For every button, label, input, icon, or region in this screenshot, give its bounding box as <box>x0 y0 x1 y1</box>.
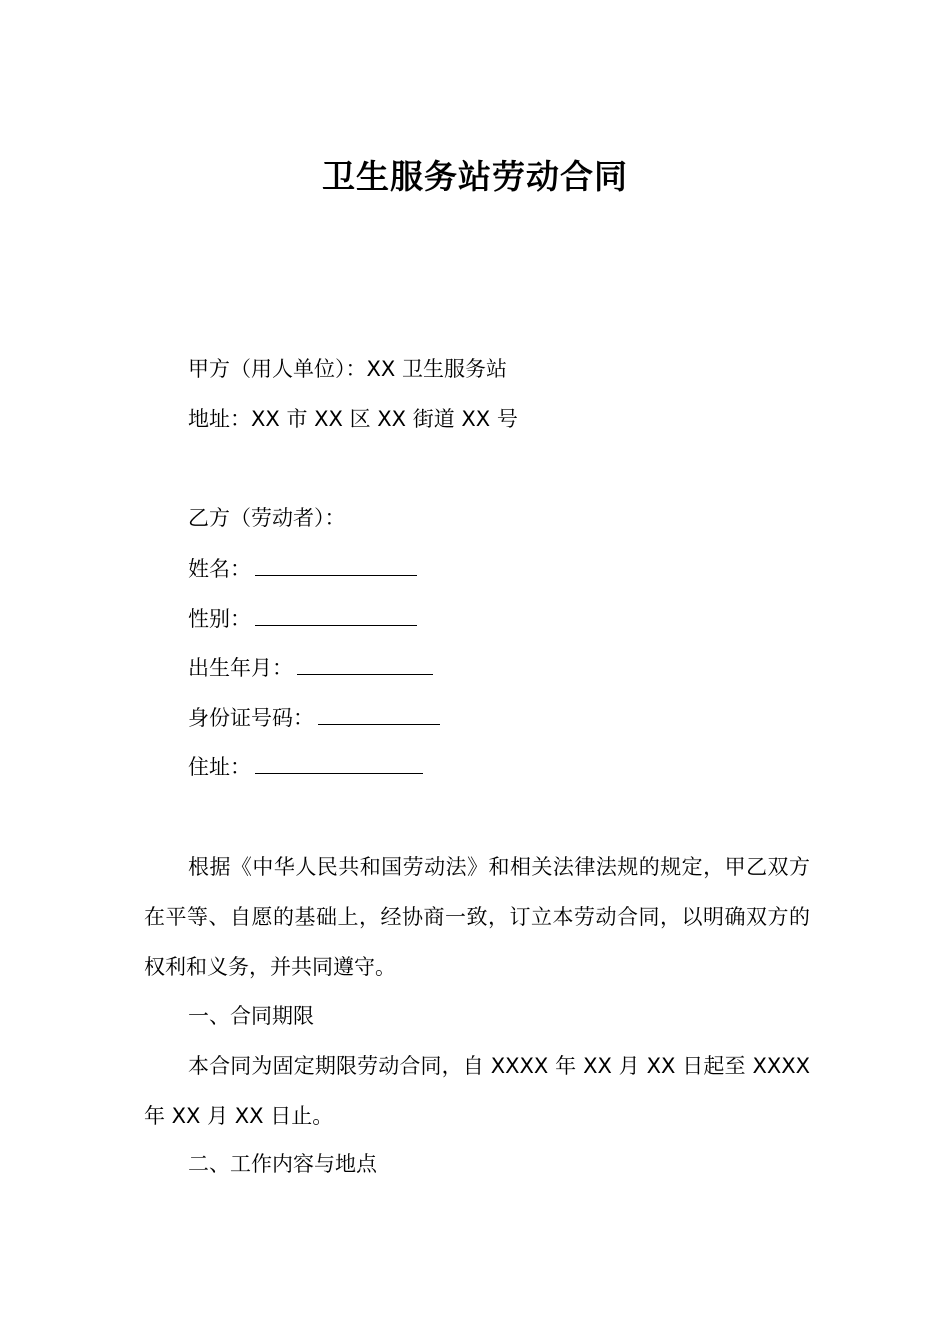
party-a-value: XX 卫生服务站 <box>366 357 507 381</box>
party-a-address-label: 地址： <box>188 407 251 431</box>
field-name-line <box>188 553 417 584</box>
field-name-label: 姓名： <box>188 557 251 581</box>
field-birth-line <box>188 652 433 683</box>
field-id-line <box>188 702 440 733</box>
page-title: 卫生服务站劳动合同 <box>322 157 628 196</box>
field-gender-label: 性别： <box>188 607 251 631</box>
party-a-address-value: XX 市 XX 区 XX 街道 XX 号 <box>251 407 518 431</box>
gender-blank <box>255 603 417 626</box>
section-1-heading: 一、合同期限 <box>188 1004 314 1028</box>
address-blank <box>255 751 423 774</box>
section-2-heading: 二、工作内容与地点 <box>188 1152 377 1176</box>
field-address-line <box>188 751 423 782</box>
name-blank <box>255 553 417 576</box>
party-a-address-line <box>188 404 518 434</box>
section-1-body: 本合同为固定期限劳动合同，自 XXXX 年 XX 月 XX 日起至 XXXX 年 XX 月 XX 日止。 <box>144 1054 810 1128</box>
preamble-paragraph: 根据《中华人民共和国劳动法》和相关法律法规的规定，甲乙双方在平等、自愿的基础上，经协商一致，订立本劳动合同，以明确双方的权利和义务，并共同遵守。 <box>144 855 810 979</box>
party-a-line <box>188 354 507 384</box>
field-address-label: 住址： <box>188 755 251 779</box>
birth-blank <box>297 652 433 675</box>
field-id-label: 身份证号码： <box>188 706 314 730</box>
party-a-label: 甲方（用人单位）： <box>188 357 367 381</box>
field-birth-label: 出生年月： <box>188 656 293 680</box>
field-gender-line <box>188 603 417 634</box>
id-blank <box>318 702 440 725</box>
party-b-label: 乙方（劳动者）： <box>188 506 346 530</box>
